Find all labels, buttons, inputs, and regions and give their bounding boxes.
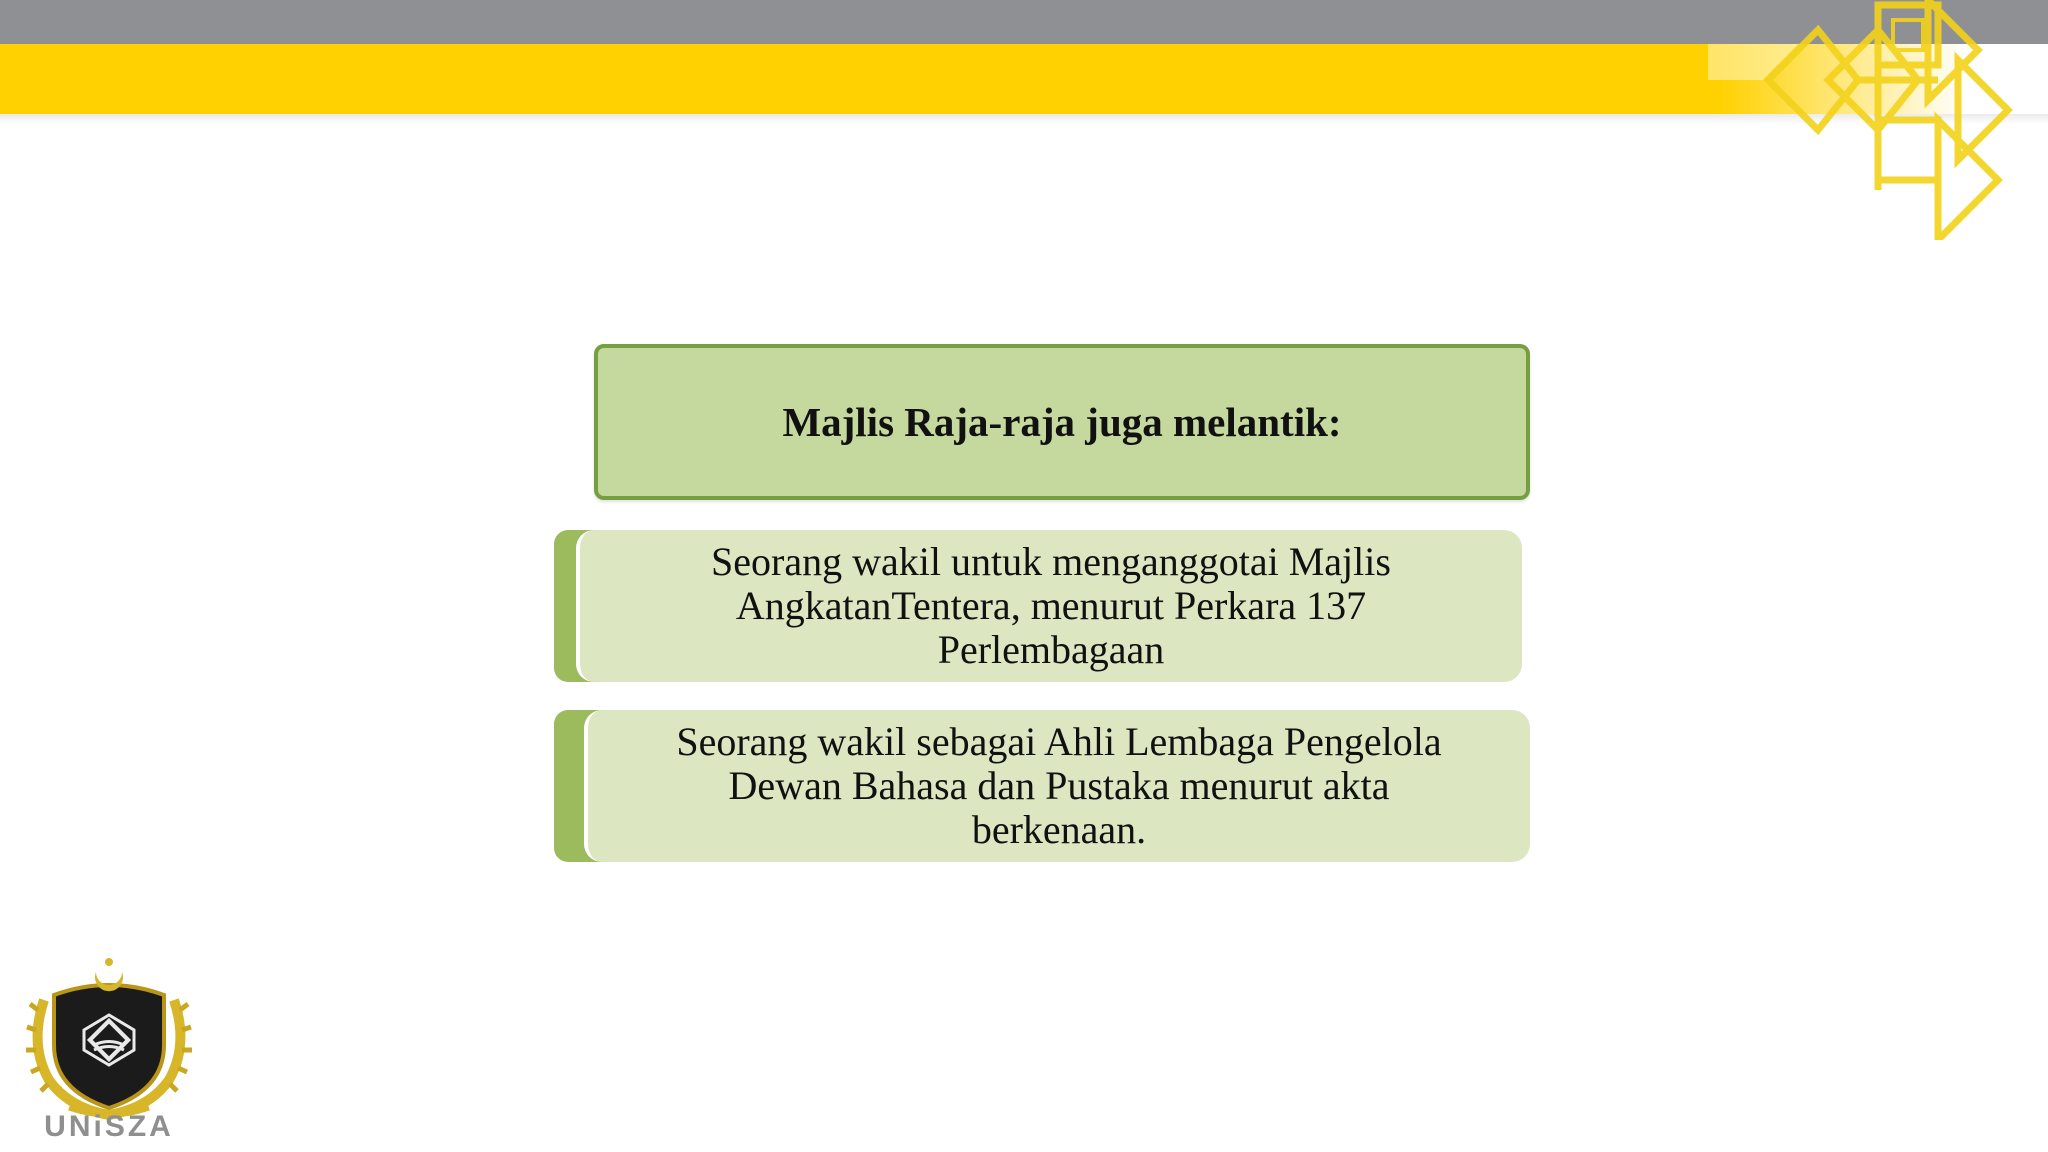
list-item-text: [711, 540, 1391, 672]
list-item: [554, 530, 1522, 682]
list-item-line: AngkatanTentera, menurut Perkara 137: [735, 583, 1367, 628]
list-item: [554, 710, 1530, 862]
list-item-body: [576, 530, 1522, 682]
list-item-body: [584, 710, 1530, 862]
list-item-line: Seorang wakil untuk menganggotai Majlis: [711, 539, 1391, 584]
unisza-crest-logo: [24, 950, 194, 1140]
list-item-text: [676, 720, 1441, 852]
title-box: [594, 344, 1530, 500]
corner-geometric-decoration: [1708, 0, 2048, 240]
list-item-line: Perlembagaan: [937, 627, 1165, 672]
list-item-line: berkenaan.: [971, 807, 1147, 852]
list-item-line: Dewan Bahasa dan Pustaka menurut akta: [728, 763, 1390, 808]
list-item-line: Seorang wakil sebagai Ahli Lembaga Pengelola: [676, 719, 1442, 764]
svg-text:UNiSZA: UNiSZA: [44, 1110, 174, 1140]
slide-title: Majlis Raja-raja juga melantik:: [782, 399, 1342, 445]
